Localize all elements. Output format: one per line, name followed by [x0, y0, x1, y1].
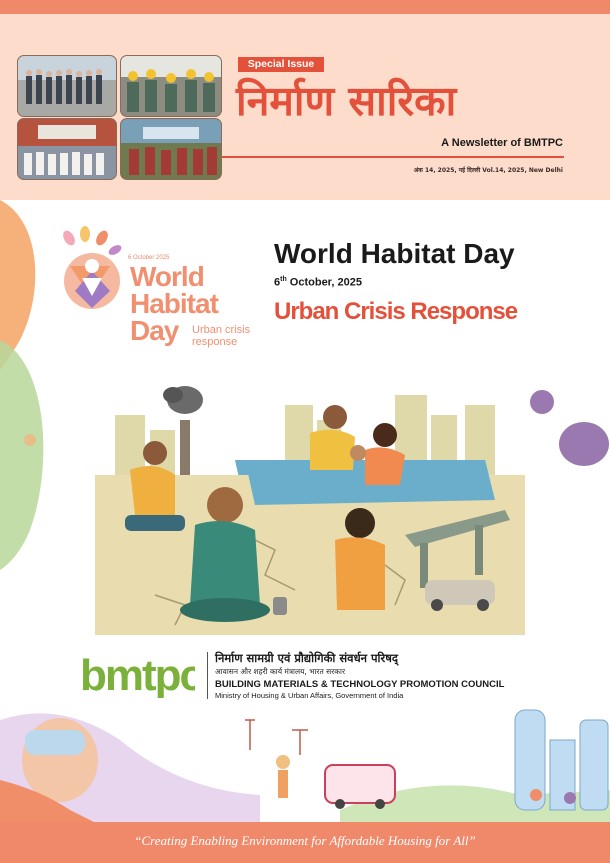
logo-word-habitat: Habitat	[130, 288, 218, 319]
site-visit-photo	[120, 55, 222, 117]
theme-heading: Urban Crisis Response	[274, 298, 518, 325]
date-suffix: th	[280, 276, 287, 283]
issue-line: अंक 14, 2025, नई दिल्ली Vol.14, 2025, New Delhi	[413, 167, 563, 174]
site-visit-figures	[121, 56, 221, 116]
bmtpc-hindi-name: निर्माण सामग्री एवं प्रौद्योगिकी संवर्धन परिषद्	[215, 651, 398, 665]
logo-theme-line2: response	[192, 336, 238, 348]
bmtpc-english-name: BUILDING MATERIALS & TECHNOLOGY PROMOTION COUNCIL	[215, 679, 505, 690]
event-photo	[17, 118, 117, 180]
newsletter-subtitle: A Newsletter of BMTPC	[441, 137, 563, 149]
special-issue-badge: Special Issue	[238, 57, 324, 72]
header-divider	[221, 156, 564, 158]
group-photo-figures	[18, 56, 116, 116]
bottom-city-illustration	[0, 700, 610, 825]
right-decoration	[520, 380, 610, 480]
urban-crisis-illustration	[95, 375, 525, 635]
logo-word-world: World	[130, 261, 204, 292]
group-photo	[17, 55, 117, 117]
event-photo-figures	[18, 119, 116, 179]
world-habitat-day-emblem	[55, 226, 130, 321]
footer-tagline: “Creating Enabling Environment for Affordable Housing for All”	[134, 833, 476, 848]
logo-theme-line1: Urban crisis	[192, 324, 251, 336]
page-title: World Habitat Day	[274, 238, 515, 269]
bmtpc-logo	[80, 648, 195, 698]
bmtpc-hindi-ministry: आवासन और शहरी कार्य मंत्रालय, भारत सरकार	[215, 667, 346, 676]
left-decoration	[0, 200, 60, 680]
bmtpc-divider	[207, 652, 208, 699]
top-bar	[0, 0, 610, 14]
bus-figure	[325, 765, 395, 803]
event-date	[274, 276, 362, 289]
date-day: 6	[274, 276, 281, 289]
bmtpc-english-ministry: Ministry of Housing & Urban Affairs, Government of India	[215, 691, 404, 700]
bmtpc-logo-text: bmtpc	[80, 651, 195, 698]
newsletter-masthead: निर्माण सारिका	[236, 77, 457, 125]
logo-word-day: Day	[130, 315, 179, 346]
logo-date: 6 October 2025	[128, 255, 170, 261]
date-rest: October, 2025	[286, 276, 362, 289]
field-workers-figures	[121, 119, 221, 179]
field-workers-photo	[120, 118, 222, 180]
